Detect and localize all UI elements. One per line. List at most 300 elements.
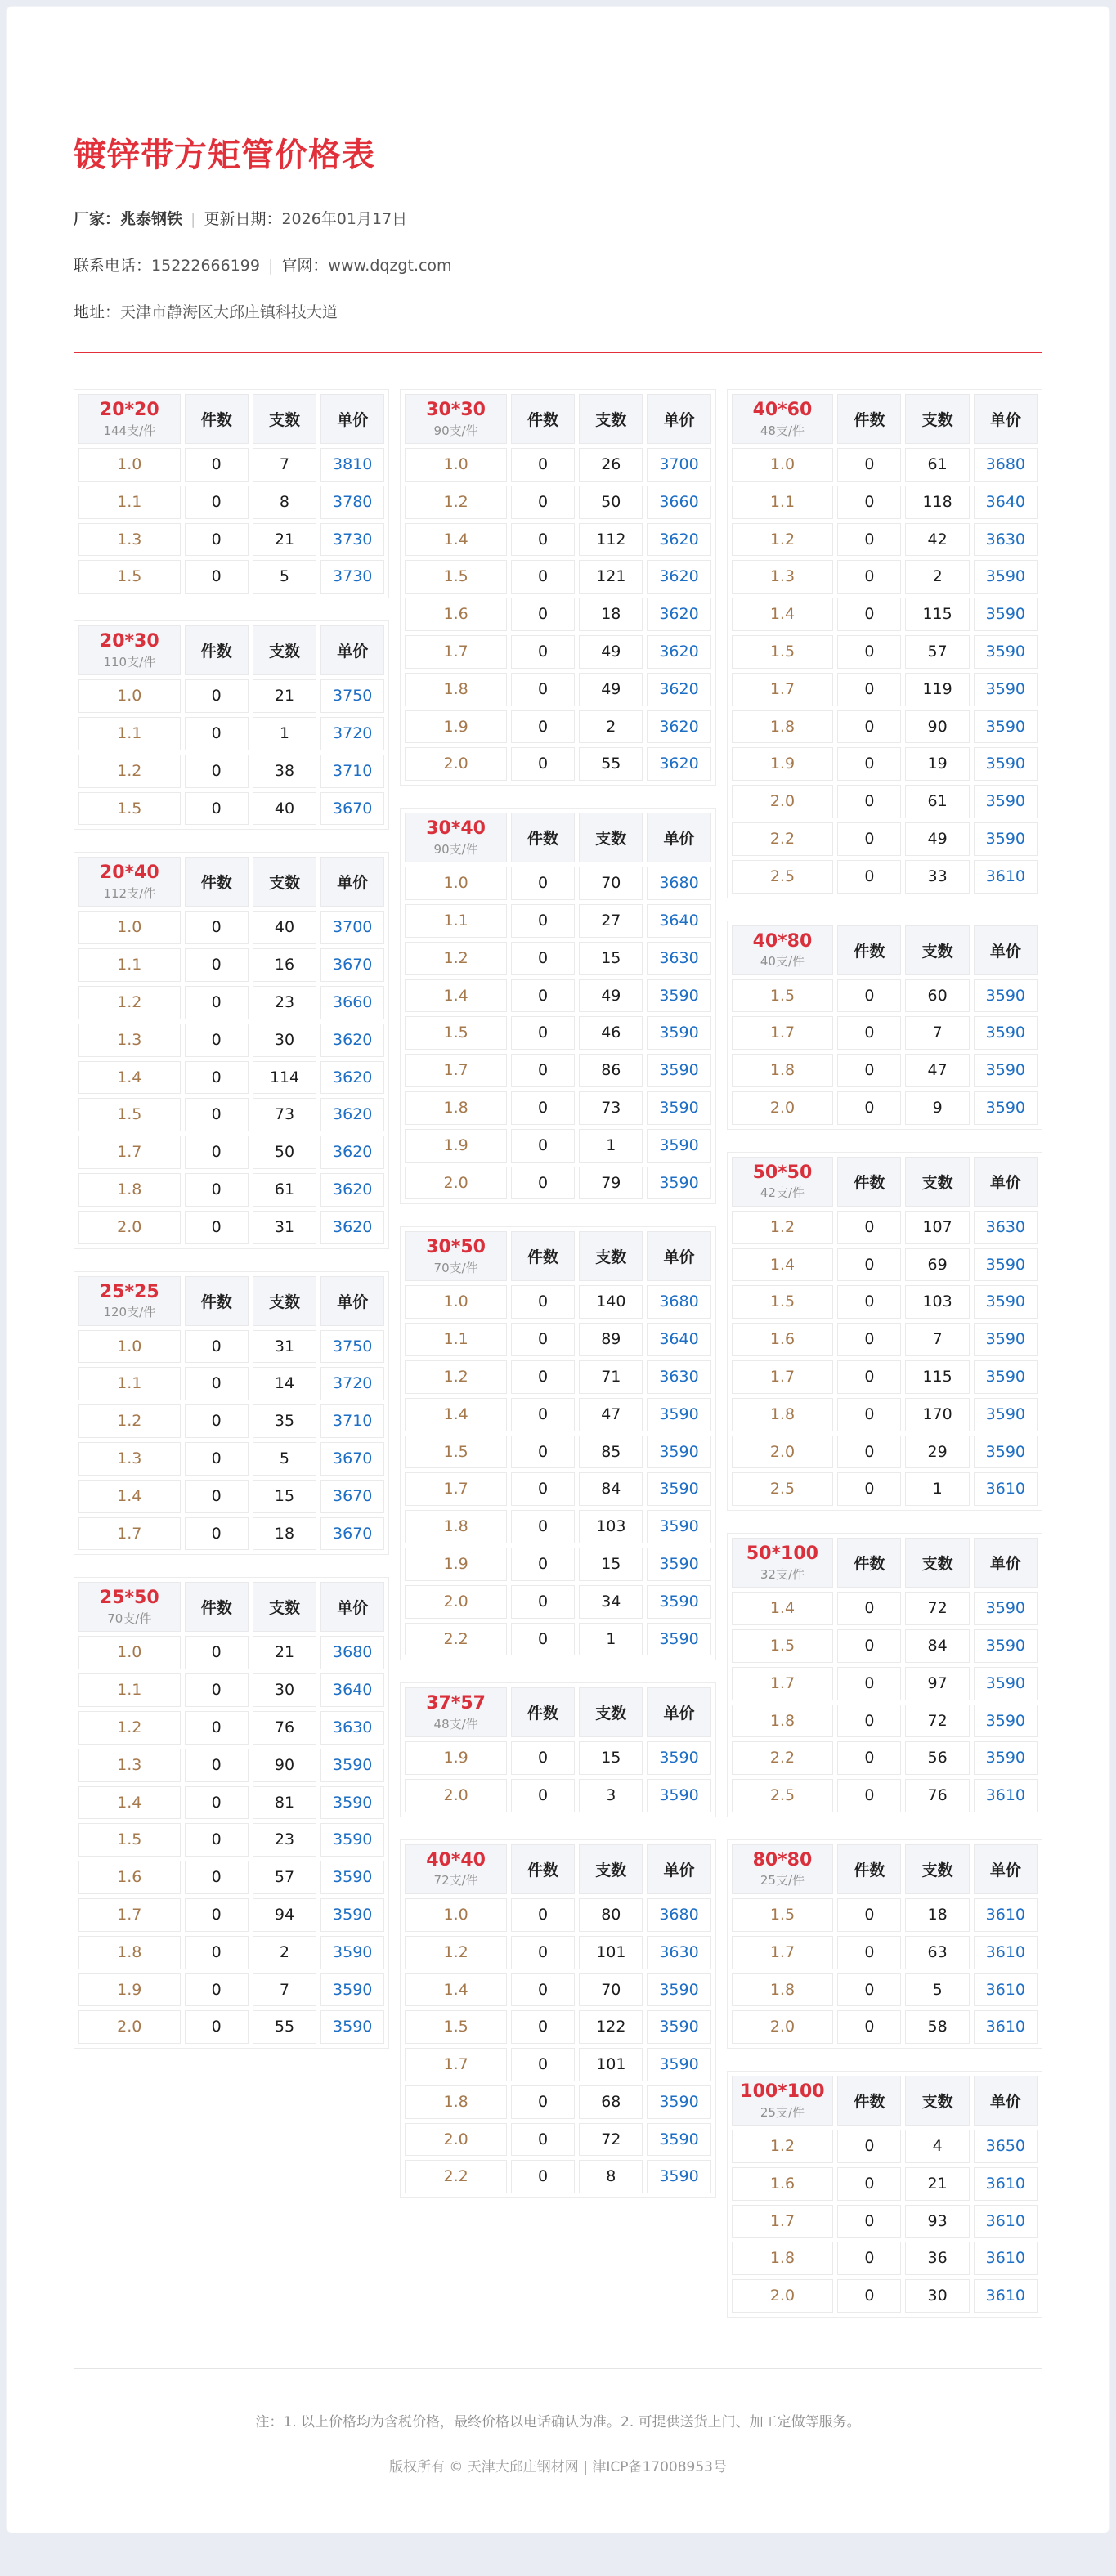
price-table-20*30 xyxy=(74,620,389,830)
meta-separator: | xyxy=(190,210,196,228)
table-row xyxy=(405,1129,710,1163)
thickness-cell: 1.5 xyxy=(78,1823,181,1857)
count-cell: 2 xyxy=(253,1936,316,1969)
table-header-row xyxy=(405,1687,710,1737)
table-row xyxy=(405,486,710,519)
count-cell: 84 xyxy=(905,1629,969,1663)
count-cell: 70 xyxy=(579,867,643,900)
price-cell: 3590 xyxy=(647,1016,710,1050)
table-row xyxy=(405,1585,710,1619)
count-cell: 21 xyxy=(253,523,316,557)
count-cell: 16 xyxy=(253,948,316,982)
thickness-cell: 1.5 xyxy=(405,1436,507,1469)
price-cell: 3590 xyxy=(647,1973,710,2007)
count-cell: 29 xyxy=(905,1436,969,1469)
thickness-cell: 1.2 xyxy=(405,942,507,975)
count-cell: 40 xyxy=(253,792,316,826)
price-column-3 xyxy=(727,389,1042,2318)
spec-label: 70支/件 xyxy=(433,1260,478,1275)
count-cell: 63 xyxy=(905,1936,969,1969)
pieces-cell: 0 xyxy=(511,1936,575,1969)
price-cell: 3610 xyxy=(974,1472,1038,1506)
pieces-cell: 0 xyxy=(837,2167,901,2201)
price-cell: 3590 xyxy=(647,1436,710,1469)
table-row xyxy=(405,448,710,482)
thickness-cell: 1.8 xyxy=(732,710,834,744)
pieces-cell: 0 xyxy=(837,2130,901,2163)
thickness-cell: 1.9 xyxy=(78,1973,181,2007)
thickness-cell: 1.8 xyxy=(732,1973,834,2007)
table-row xyxy=(732,1629,1038,1663)
thickness-cell: 1.8 xyxy=(405,1510,507,1543)
pieces-cell: 0 xyxy=(837,1472,901,1506)
count-cell: 72 xyxy=(905,1705,969,1738)
price-cell: 3610 xyxy=(974,860,1038,894)
size-label: 25*50 xyxy=(99,1588,159,1609)
count-cell: 47 xyxy=(579,1398,643,1431)
table-row xyxy=(78,1173,384,1207)
thickness-cell: 1.3 xyxy=(732,560,834,594)
table-row xyxy=(405,1091,710,1125)
table-row xyxy=(405,1398,710,1431)
count-cell: 5 xyxy=(253,1442,316,1476)
count-cell: 73 xyxy=(253,1098,316,1131)
spec-label: 70支/件 xyxy=(107,1611,152,1626)
price-cell: 3700 xyxy=(320,911,384,944)
header-price: 单价 xyxy=(974,925,1038,975)
spec-label: 48支/件 xyxy=(433,1716,478,1732)
count-cell: 7 xyxy=(253,448,316,482)
count-cell: 71 xyxy=(579,1360,643,1394)
price-cell: 3590 xyxy=(974,1667,1038,1700)
thickness-cell: 2.0 xyxy=(405,747,507,781)
size-header-cell xyxy=(78,1276,181,1326)
thickness-cell: 1.1 xyxy=(405,1323,507,1356)
count-cell: 81 xyxy=(253,1786,316,1820)
phone-value: 15222666199 xyxy=(151,257,260,275)
pieces-cell: 0 xyxy=(511,1436,575,1469)
table-row xyxy=(732,1592,1038,1625)
count-cell: 15 xyxy=(579,1741,643,1775)
thickness-cell: 1.8 xyxy=(405,673,507,706)
count-cell: 8 xyxy=(579,2160,643,2193)
count-cell: 36 xyxy=(905,2242,969,2275)
thickness-cell: 1.8 xyxy=(78,1173,181,1207)
pieces-cell: 0 xyxy=(837,1211,901,1244)
table-header-row xyxy=(78,625,384,675)
pieces-cell: 0 xyxy=(837,486,901,519)
thickness-cell: 2.0 xyxy=(405,2123,507,2157)
pieces-cell: 0 xyxy=(837,1360,901,1394)
price-cell: 3630 xyxy=(647,942,710,975)
count-cell: 80 xyxy=(579,1898,643,1932)
size-header-cell xyxy=(78,394,181,444)
spec-label: 40支/件 xyxy=(760,954,805,970)
pieces-cell: 0 xyxy=(837,2242,901,2275)
price-table-100*100 xyxy=(727,2071,1042,2318)
header-count: 支数 xyxy=(579,1231,643,1281)
thickness-cell: 1.8 xyxy=(405,2085,507,2119)
price-cell: 3620 xyxy=(647,747,710,781)
spec-label: 90支/件 xyxy=(433,423,478,438)
pieces-cell: 0 xyxy=(837,560,901,594)
thickness-cell: 1.4 xyxy=(78,1786,181,1820)
table-row xyxy=(405,1360,710,1394)
pieces-cell: 0 xyxy=(837,2205,901,2238)
price-table xyxy=(728,2072,1042,2317)
header-price: 单价 xyxy=(647,1231,710,1281)
table-row xyxy=(732,979,1038,1013)
table-row xyxy=(405,1623,710,1656)
count-cell: 114 xyxy=(253,1061,316,1095)
pieces-cell: 0 xyxy=(185,2010,249,2044)
pieces-cell: 0 xyxy=(185,1098,249,1131)
table-row xyxy=(78,679,384,713)
count-cell: 14 xyxy=(253,1367,316,1400)
pieces-cell: 0 xyxy=(511,1973,575,2007)
pieces-cell: 0 xyxy=(511,1091,575,1125)
price-cell: 3590 xyxy=(647,1091,710,1125)
table-row xyxy=(78,1061,384,1095)
count-cell: 47 xyxy=(905,1054,969,1087)
table-row xyxy=(405,2160,710,2193)
thickness-cell: 1.3 xyxy=(78,523,181,557)
price-cell: 3590 xyxy=(974,785,1038,818)
thickness-cell: 1.7 xyxy=(405,635,507,669)
table-row xyxy=(78,2010,384,2044)
pieces-cell: 0 xyxy=(511,747,575,781)
price-cell: 3590 xyxy=(974,1285,1038,1319)
thickness-cell: 1.3 xyxy=(78,1024,181,1057)
price-table xyxy=(74,390,388,598)
table-row xyxy=(732,1472,1038,1506)
price-cell: 3670 xyxy=(320,1517,384,1551)
count-cell: 46 xyxy=(579,1016,643,1050)
size-label: 20*30 xyxy=(99,631,159,652)
count-cell: 170 xyxy=(905,1398,969,1431)
count-cell: 4 xyxy=(905,2130,969,2163)
thickness-cell: 1.2 xyxy=(78,1404,181,1438)
thickness-cell: 1.7 xyxy=(405,2048,507,2081)
pieces-cell: 0 xyxy=(837,1973,901,2007)
count-cell: 8 xyxy=(253,486,316,519)
size-label: 100*100 xyxy=(740,2081,825,2103)
thickness-cell: 1.9 xyxy=(405,1129,507,1163)
pieces-cell: 0 xyxy=(837,598,901,631)
thickness-cell: 1.8 xyxy=(78,1936,181,1969)
header-pieces: 件数 xyxy=(837,1538,901,1588)
size-label: 80*80 xyxy=(752,1849,813,1870)
table-row xyxy=(405,598,710,631)
count-cell: 21 xyxy=(253,1636,316,1669)
price-cell: 3620 xyxy=(320,1211,384,1244)
price-table xyxy=(401,1840,715,2197)
price-cell: 3590 xyxy=(647,2048,710,2081)
count-cell: 30 xyxy=(905,2279,969,2313)
price-cell: 3730 xyxy=(320,560,384,594)
price-cell: 3610 xyxy=(974,2242,1038,2275)
count-cell: 85 xyxy=(579,1436,643,1469)
count-cell: 7 xyxy=(905,1016,969,1050)
thickness-cell: 1.2 xyxy=(405,486,507,519)
price-columns xyxy=(74,389,1042,2318)
count-cell: 72 xyxy=(905,1592,969,1625)
price-table-25*25 xyxy=(74,1271,389,1556)
thickness-cell: 1.5 xyxy=(732,1285,834,1319)
price-cell: 3680 xyxy=(974,448,1038,482)
count-cell: 26 xyxy=(579,448,643,482)
table-row xyxy=(78,1480,384,1513)
count-cell: 50 xyxy=(253,1136,316,1169)
table-row xyxy=(732,486,1038,519)
table-header-row xyxy=(405,1844,710,1894)
price-cell: 3590 xyxy=(320,1786,384,1820)
price-table xyxy=(401,1683,715,1817)
header-pieces: 件数 xyxy=(185,857,249,907)
count-cell: 27 xyxy=(579,904,643,938)
table-header-row xyxy=(78,857,384,907)
vendor-label: 厂家： xyxy=(74,210,121,228)
pieces-cell: 0 xyxy=(511,1398,575,1431)
price-cell: 3630 xyxy=(647,1360,710,1394)
thickness-cell: 2.5 xyxy=(732,1779,834,1812)
count-cell: 1 xyxy=(579,1129,643,1163)
thickness-cell: 1.7 xyxy=(78,1898,181,1932)
pieces-cell: 0 xyxy=(185,679,249,713)
size-header-cell xyxy=(78,1582,181,1632)
size-header-cell xyxy=(732,925,834,975)
price-cell: 3680 xyxy=(647,1898,710,1932)
table-row xyxy=(405,2123,710,2157)
price-cell: 3590 xyxy=(647,2085,710,2119)
pieces-cell: 0 xyxy=(511,942,575,975)
thickness-cell: 2.0 xyxy=(405,1585,507,1619)
table-row xyxy=(405,1285,710,1319)
table-row xyxy=(78,1786,384,1820)
pieces-cell: 0 xyxy=(837,710,901,744)
page-title: 镀锌带方矩管价格表 xyxy=(74,137,375,174)
pieces-cell: 0 xyxy=(837,822,901,856)
price-cell: 3590 xyxy=(647,1167,710,1200)
count-cell: 3 xyxy=(579,1779,643,1812)
count-cell: 56 xyxy=(905,1741,969,1775)
table-row xyxy=(78,1442,384,1476)
pieces-cell: 0 xyxy=(511,1472,575,1506)
count-cell: 30 xyxy=(253,1024,316,1057)
thickness-cell: 1.6 xyxy=(732,1323,834,1356)
price-cell: 3670 xyxy=(320,792,384,826)
count-cell: 115 xyxy=(905,1360,969,1394)
header-pieces: 件数 xyxy=(185,1276,249,1326)
price-table xyxy=(728,921,1042,1129)
price-cell: 3610 xyxy=(974,1936,1038,1969)
pieces-cell: 0 xyxy=(185,1936,249,1969)
thickness-cell: 1.2 xyxy=(732,1211,834,1244)
count-cell: 42 xyxy=(905,523,969,557)
count-cell: 18 xyxy=(253,1517,316,1551)
size-header-cell xyxy=(732,1844,834,1894)
table-row xyxy=(405,560,710,594)
header-pieces: 件数 xyxy=(511,813,575,862)
thickness-cell: 1.1 xyxy=(78,948,181,982)
thickness-cell: 2.0 xyxy=(732,1091,834,1125)
pieces-cell: 0 xyxy=(837,1779,901,1812)
header-pieces: 件数 xyxy=(511,1844,575,1894)
size-header-cell xyxy=(732,394,834,444)
price-cell: 3590 xyxy=(974,979,1038,1013)
table-row xyxy=(78,1973,384,2007)
pieces-cell: 0 xyxy=(185,1861,249,1894)
price-cell: 3640 xyxy=(647,904,710,938)
thickness-cell: 2.0 xyxy=(732,2279,834,2313)
pieces-cell: 0 xyxy=(837,1054,901,1087)
table-row xyxy=(732,2167,1038,2201)
pieces-cell: 0 xyxy=(837,523,901,557)
price-cell: 3670 xyxy=(320,948,384,982)
pieces-cell: 0 xyxy=(837,1323,901,1356)
thickness-cell: 1.1 xyxy=(78,1367,181,1400)
thickness-cell: 1.8 xyxy=(732,1054,834,1087)
size-header-cell xyxy=(732,2076,834,2126)
spec-label: 112支/件 xyxy=(103,885,156,901)
table-header-row xyxy=(405,813,710,862)
pieces-cell: 0 xyxy=(511,1129,575,1163)
table-row xyxy=(78,755,384,788)
count-cell: 19 xyxy=(905,747,969,781)
thickness-cell: 2.0 xyxy=(78,1211,181,1244)
meta-vendor-line xyxy=(74,207,1042,229)
price-column-1 xyxy=(74,389,389,2049)
pieces-cell: 0 xyxy=(185,486,249,519)
table-row xyxy=(78,523,384,557)
pieces-cell: 0 xyxy=(511,1898,575,1932)
price-cell: 3590 xyxy=(647,2010,710,2044)
header-price: 单价 xyxy=(320,394,384,444)
thickness-cell: 1.0 xyxy=(405,448,507,482)
count-cell: 15 xyxy=(579,942,643,975)
spec-label: 144支/件 xyxy=(103,423,156,438)
price-cell: 3590 xyxy=(647,1623,710,1656)
price-table-40*40 xyxy=(400,1839,715,2198)
price-cell: 3630 xyxy=(974,523,1038,557)
price-cell: 3610 xyxy=(974,2010,1038,2044)
table-header-row xyxy=(78,1276,384,1326)
price-cell: 3620 xyxy=(647,523,710,557)
price-cell: 3620 xyxy=(320,1136,384,1169)
thickness-cell: 2.2 xyxy=(732,822,834,856)
header-price: 单价 xyxy=(974,1157,1038,1207)
pieces-cell: 0 xyxy=(837,860,901,894)
pieces-cell: 0 xyxy=(511,1167,575,1200)
table-row xyxy=(78,1211,384,1244)
table-header-row xyxy=(732,1844,1038,1894)
table-row xyxy=(405,1510,710,1543)
thickness-cell: 1.0 xyxy=(78,911,181,944)
thickness-cell: 1.5 xyxy=(78,792,181,826)
thickness-cell: 1.1 xyxy=(78,1673,181,1707)
size-label: 30*50 xyxy=(426,1237,486,1258)
thickness-cell: 1.4 xyxy=(732,1248,834,1282)
price-cell: 3620 xyxy=(320,1098,384,1131)
header-price: 单价 xyxy=(320,857,384,907)
price-cell: 3670 xyxy=(320,1442,384,1476)
footer-copyright: 版权所有 © 天津大邱庄钢材网 | 津ICP备17008953号 xyxy=(388,2459,727,2476)
price-table xyxy=(728,1840,1042,2048)
header-price: 单价 xyxy=(320,625,384,675)
header-count: 支数 xyxy=(905,1157,969,1207)
price-table xyxy=(401,390,715,785)
table-row xyxy=(405,2048,710,2081)
pieces-cell: 0 xyxy=(511,867,575,900)
pieces-cell: 0 xyxy=(837,635,901,669)
header-pieces: 件数 xyxy=(185,394,249,444)
price-cell: 3590 xyxy=(647,1398,710,1431)
header-pieces: 件数 xyxy=(185,1582,249,1632)
price-cell: 3590 xyxy=(974,822,1038,856)
header-count: 支数 xyxy=(905,925,969,975)
header-count: 支数 xyxy=(905,394,969,444)
price-cell: 3640 xyxy=(320,1673,384,1707)
price-cell: 3620 xyxy=(320,1024,384,1057)
price-cell: 3660 xyxy=(320,986,384,1019)
pieces-cell: 0 xyxy=(185,1024,249,1057)
table-row xyxy=(405,1779,710,1812)
pieces-cell: 0 xyxy=(185,1673,249,1707)
count-cell: 49 xyxy=(905,822,969,856)
header-count: 支数 xyxy=(905,2076,969,2126)
count-cell: 112 xyxy=(579,523,643,557)
count-cell: 57 xyxy=(905,635,969,669)
thickness-cell: 1.4 xyxy=(405,523,507,557)
header-count: 支数 xyxy=(253,625,316,675)
thickness-cell: 1.7 xyxy=(78,1517,181,1551)
price-cell: 3610 xyxy=(974,1779,1038,1812)
table-header-row xyxy=(732,1157,1038,1207)
table-row xyxy=(78,1404,384,1438)
price-cell: 3590 xyxy=(974,1323,1038,1356)
price-cell: 3590 xyxy=(974,673,1038,706)
vendor-value: 兆泰钢铁 xyxy=(120,210,183,228)
size-header-cell xyxy=(405,1844,507,1894)
table-row xyxy=(405,635,710,669)
price-cell: 3590 xyxy=(647,1054,710,1087)
price-cell: 3590 xyxy=(320,1749,384,1782)
count-cell: 90 xyxy=(253,1749,316,1782)
price-cell: 3630 xyxy=(974,1211,1038,1244)
count-cell: 94 xyxy=(253,1898,316,1932)
pieces-cell: 0 xyxy=(511,1741,575,1775)
header-count: 支数 xyxy=(905,1538,969,1588)
thickness-cell: 1.0 xyxy=(732,448,834,482)
table-row xyxy=(732,1211,1038,1244)
thickness-cell: 1.7 xyxy=(405,1472,507,1506)
price-cell: 3640 xyxy=(647,1323,710,1356)
table-row xyxy=(78,1136,384,1169)
header-price: 单价 xyxy=(647,394,710,444)
count-cell: 61 xyxy=(905,448,969,482)
pieces-cell: 0 xyxy=(837,979,901,1013)
price-cell: 3750 xyxy=(320,679,384,713)
thickness-cell: 2.0 xyxy=(405,1167,507,1200)
price-cell: 3590 xyxy=(974,1436,1038,1469)
price-cell: 3590 xyxy=(647,1779,710,1812)
price-table-25*50 xyxy=(74,1577,389,2049)
spec-label: 42支/件 xyxy=(760,1185,805,1201)
pieces-cell: 0 xyxy=(185,1823,249,1857)
pieces-cell: 0 xyxy=(511,2048,575,2081)
count-cell: 93 xyxy=(905,2205,969,2238)
thickness-cell: 2.2 xyxy=(732,1741,834,1775)
